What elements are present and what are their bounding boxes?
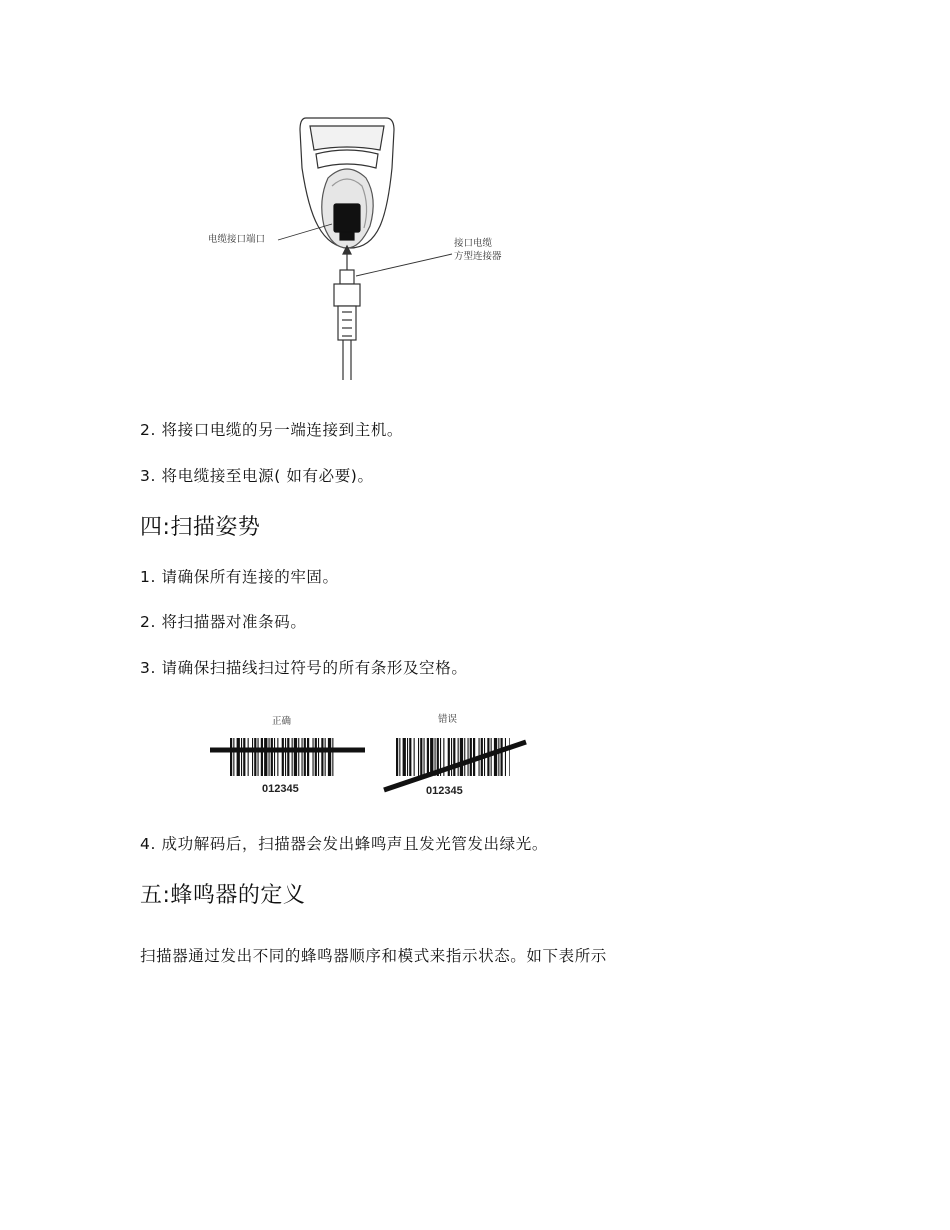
barcode-bar [298,738,299,776]
connector-label-line2: 方型连接器 [454,251,502,262]
barcode-bar [424,738,425,776]
barcode-bar [498,738,499,776]
correct-label: 正确 [272,716,292,727]
connector-label-line1: 接口电缆 [454,238,493,249]
cable-port-label: 电缆接口端口 [208,234,266,245]
barcode-bar [304,738,306,776]
barcode-bar [328,738,331,776]
scanner-illustration [300,118,394,248]
barcode-bar [453,738,455,776]
barcode-bar [318,738,319,776]
cable-connector [334,270,360,380]
barcode-scan-figure [200,708,540,806]
wrong-label: 错误 [438,714,458,725]
barcode-bar [468,738,469,776]
barcode-bar [418,738,419,776]
barcode-bar [230,738,232,776]
barcode-bar [274,738,275,776]
barcode-bar [321,738,323,776]
section-5-body: 扫描器通过发出不同的蜂鸣器顺序和模式来指示状态。如下表所示 [140,947,607,965]
barcode-bar [396,738,398,776]
barcode-bar [407,738,408,776]
barcode-bar [241,738,242,776]
section-4-title: 四:扫描姿势 [140,515,261,540]
barcode-bar [287,738,289,776]
barcode-bar [491,738,492,776]
barcode-bar [414,738,415,776]
barcode-bar [269,738,270,776]
barcode-bar [302,738,303,776]
barcode-bar [427,738,429,776]
barcode-bar [243,738,245,776]
barcode-bar [264,738,267,776]
barcode-bar [271,738,273,776]
barcode-bar [325,738,326,776]
barcode-bar [252,738,253,776]
barcode-bar [458,738,459,776]
barcode-correct [230,738,333,776]
scanner-cable-figure [190,108,530,388]
section-5-title: 五:蜂鸣器的定义 [140,883,306,908]
barcode-bar [420,738,422,776]
barcode-bar [509,738,510,776]
scan-step-3: 3. 请确保扫描线扫过符号的所有条形及空格。 [140,659,468,677]
barcode-wrong-number: 012345 [426,785,463,797]
barcode-bar [315,738,317,776]
barcode-wrong [396,738,510,776]
barcode-bar [332,738,333,776]
barcode-bar [460,738,463,776]
barcode-bar [399,738,400,776]
barcode-bar [237,738,240,776]
barcode-bar [261,738,263,776]
left-leader-line [278,224,332,240]
connect-step-3: 3. 将电缆接至电源( 如有必要)。 [140,467,374,485]
barcode-bar [403,738,406,776]
barcode-bar [470,738,472,776]
barcode-bar [277,738,278,776]
barcode-bar [233,738,234,776]
barcode-bar [248,738,249,776]
barcode-bar [494,738,497,776]
barcode-bar [285,738,286,776]
barcode-bar [254,738,256,776]
right-leader-line [356,254,452,276]
barcode-bar [501,738,503,776]
barcode-bar [294,738,297,776]
scan-step-2: 2. 将扫描器对准条码。 [140,613,307,631]
connect-step-2: 2. 将接口电缆的另一端连接到主机。 [140,421,404,439]
barcode-bar [313,738,314,776]
barcode-bar [307,738,309,776]
barcode-correct-number: 012345 [262,783,299,795]
barcode-bar [451,738,452,776]
barcode-bar [505,738,506,776]
scan-step-4: 4. 成功解码后，扫描器会发出蜂鸣声且发光管发出绿光。 [140,835,548,853]
barcode-bar [430,738,433,776]
barcode-bar [409,738,411,776]
barcode-bar [292,738,293,776]
scan-step-1: 1. 请确保所有连接的牢固。 [140,568,339,586]
barcode-bar [258,738,259,776]
barcode-bar [282,738,284,776]
barcode-bar [464,738,465,776]
